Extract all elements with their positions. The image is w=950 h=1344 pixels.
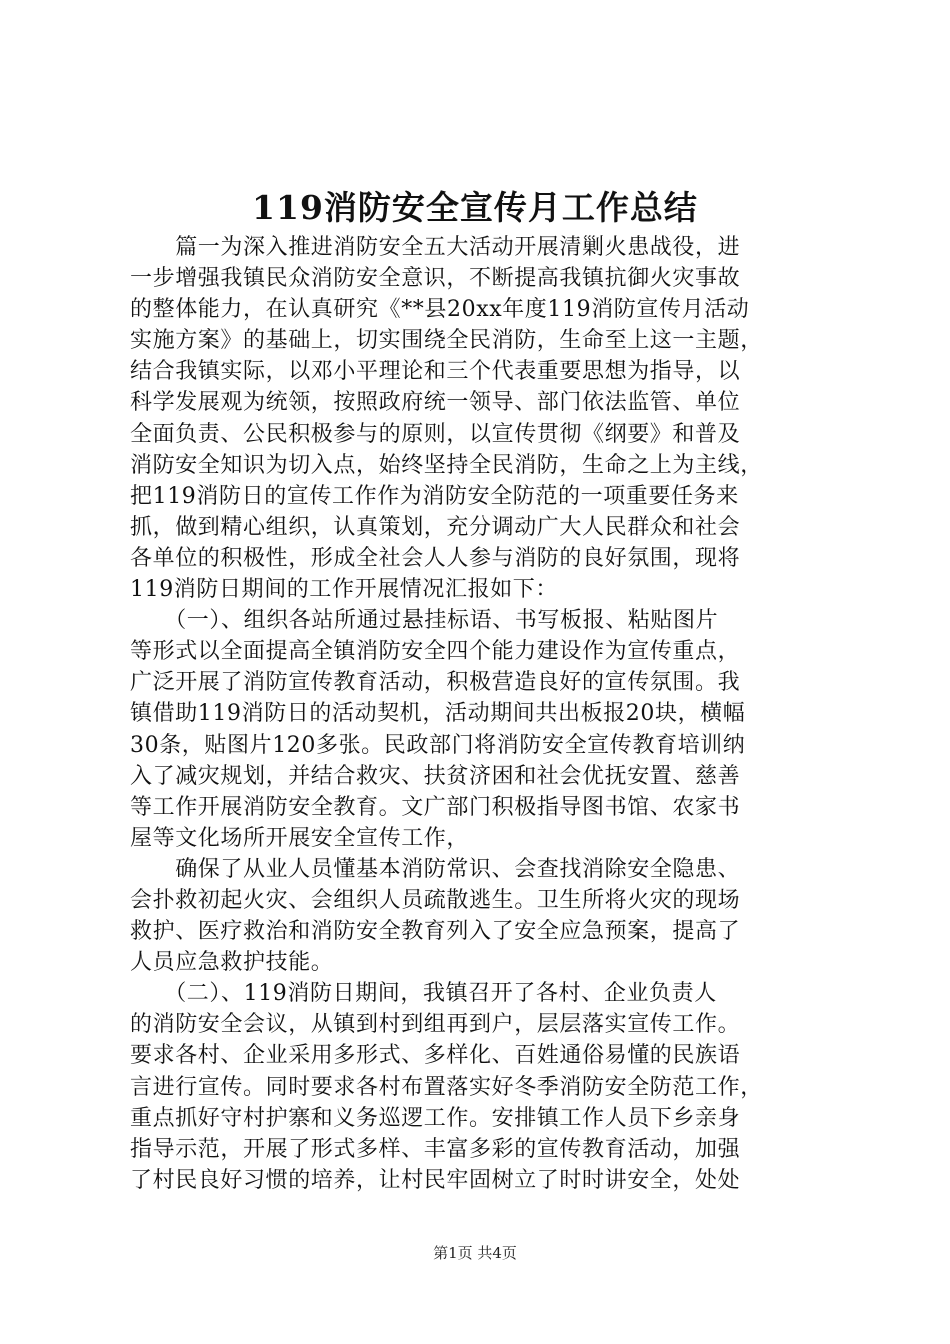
page-number: 第1页 共4页 — [433, 1244, 517, 1262]
document-body — [130, 232, 830, 1196]
paragraph-line: 把119消防日的宣传工作作为消防安全防范的一项重要任务来 — [130, 483, 739, 509]
paragraph-line: 等工作开展消防安全教育。文广部门积极指导图书馆、农家书 — [130, 794, 741, 820]
paragraph-line: 各单位的积极性，形成全社会人人参与消防的良好氛围，现将 — [130, 545, 741, 571]
paragraph-line: 消防安全知识为切入点，始终坚持全民消防，生命之上为主线， — [130, 452, 763, 478]
paragraph-line: 确保了从业人员懂基本消防常识、会查找消除安全隐患、 — [130, 856, 741, 882]
document-title: 119消防安全宣传月工作总结 — [252, 188, 698, 227]
paragraph-line: 科学发展观为统领，按照政府统一领导、部门依法监管、单位 — [130, 390, 741, 416]
paragraph-line: 指导示范，开展了形式多样、丰富多彩的宣传教育活动，加强 — [130, 1136, 741, 1162]
paragraph-line: 要求各村、企业采用多形式、多样化、百姓通俗易懂的民族语 — [130, 1043, 741, 1069]
paragraph-line: 119消防日期间的工作开展情况汇报如下： — [130, 577, 558, 603]
paragraph-line: 了村民良好习惯的培养，让村民牢固树立了时时讲安全，处处 — [130, 1167, 741, 1193]
paragraph-line: 篇一为深入推进消防安全五大活动开展清剿火患战役，进 — [130, 235, 741, 260]
paragraph-line: 抓，做到精心组织，认真策划，充分调动广大人民群众和社会 — [130, 514, 741, 540]
paragraph-line: 全面负责、公民积极参与的原则，以宣传贯彻《纲要》和普及 — [130, 421, 741, 447]
paragraph-line: 救护、医疗救治和消防安全教育列入了安全应急预案，提高了 — [130, 919, 741, 945]
paragraph-line: 广泛开展了消防宣传教育活动，积极营造良好的宣传氛围。我 — [130, 670, 741, 696]
paragraph-line: 实施方案》的基础上，切实围绕全民消防，生命至上这一主题， — [130, 328, 763, 354]
paragraph-line: 重点抓好守村护寨和义务巡逻工作。安排镇工作人员下乡亲身 — [130, 1105, 741, 1131]
paragraph-line: 的消防安全会议，从镇到村到组再到户，层层落实宣传工作。 — [130, 1012, 741, 1038]
paragraph-line: 30条，贴图片120多张。民政部门将消防安全宣传教育培训纳 — [130, 732, 746, 758]
paragraph-line: 言进行宣传。同时要求各村布置落实好冬季消防安全防范工作， — [130, 1074, 763, 1100]
paragraph-line: 一步增强我镇民众消防安全意识，不断提高我镇抗御火灾事故 — [130, 266, 741, 292]
paragraph-line: （二）、119消防日期间，我镇召开了各村、企业负责人 — [130, 981, 717, 1007]
paragraph-line: 等形式以全面提高全镇消防安全四个能力建设作为宣传重点， — [130, 639, 741, 665]
paragraph-line: 人员应急救护技能。 — [130, 950, 334, 976]
paragraph-line: 镇借助119消防日的活动契机，活动期间共出板报20块，横幅 — [130, 701, 746, 727]
paragraph-line: 会扑救初起火灾、会组织人员疏散逃生。卫生所将火灾的现场 — [130, 887, 741, 913]
paragraph-line: 的整体能力，在认真研究《**县20xx年度119消防宣传月活动 — [130, 297, 750, 323]
paragraph-line: 结合我镇实际，以邓小平理论和三个代表重要思想为指导，以 — [130, 359, 741, 385]
paragraph-line: （一）、组织各站所通过悬挂标语、书写板报、粘贴图片 — [130, 608, 719, 634]
paragraph-line: 入了减灾规划，并结合救灾、扶贫济困和社会优抚安置、慈善 — [130, 763, 741, 789]
paragraph-line: 屋等文化场所开展安全宣传工作， — [130, 825, 470, 851]
